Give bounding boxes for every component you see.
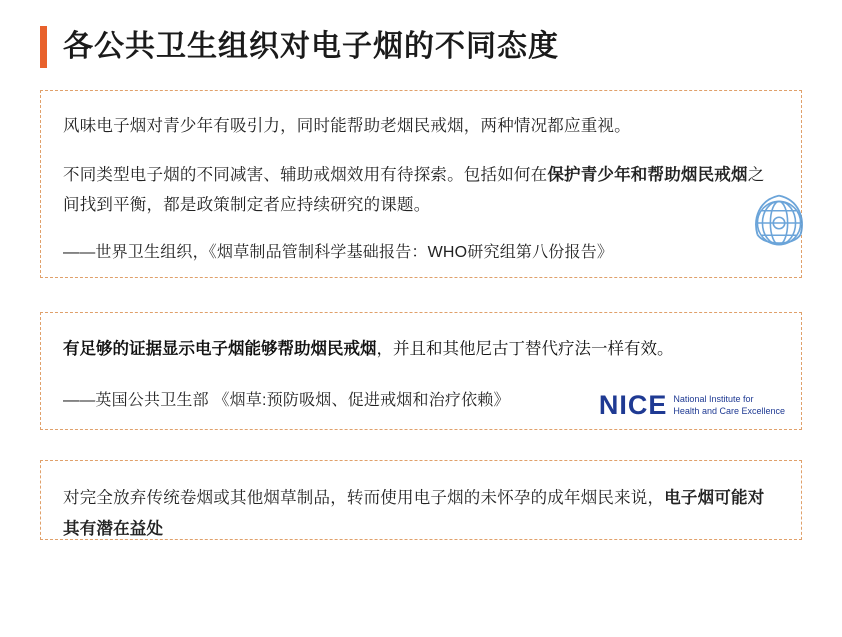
phe-source: ——英国公共卫生部 《烟草:预防吸烟、促进戒烟和治疗依赖》 — [63, 391, 510, 409]
title-accent-bar — [40, 26, 47, 68]
who-paragraph-1: 风味电子烟对青少年有吸引力，同时能帮助老烟民戒烟，两种情况都应重视。 — [63, 117, 631, 135]
un-emblem-logo — [743, 187, 815, 259]
page-title-row — [40, 26, 814, 68]
quote-card-phe — [40, 312, 802, 430]
nice-subtitle — [673, 394, 785, 417]
nice-logo — [599, 390, 785, 421]
quote-card-third — [40, 460, 802, 540]
who-paragraph-2-lead: 不同类型电子烟的不同减害、辅助戒烟效用有待探索。包括如何在 — [63, 165, 548, 184]
phe-paragraph-bold: 有足够的证据显示电子烟能够帮助烟民戒烟 — [63, 340, 377, 358]
who-paragraph-2-bold: 保护青少年和帮助烟民戒烟 — [547, 165, 748, 184]
nice-subtitle-line2: Health and Care Excellence — [673, 405, 785, 416]
quote-card-who — [40, 90, 802, 278]
page-title: 各公共卫生组织对电子烟的不同态度 — [63, 30, 559, 63]
who-source: ——世界卫生组织，《烟草制品管制科学基础报告：WHO研究组第八份报告》 — [63, 243, 614, 261]
phe-paragraph-tail: ，并且和其他尼古丁替代疗法一样有效。 — [376, 340, 674, 358]
phe-paragraph — [63, 335, 779, 365]
third-paragraph — [63, 483, 779, 544]
third-paragraph-bold: 电子烟可能对其有潜在益处 — [63, 489, 765, 538]
third-paragraph-lead: 对完全放弃传统卷烟或其他烟草制品，转而使用电子烟的未怀孕的成年烟民来说， — [63, 489, 665, 507]
nice-wordmark: NICE — [598, 390, 668, 420]
document-page — [0, 26, 842, 637]
who-paragraph-2-tail: 之间找到平衡，都是政策制定者应持续研究的课题。 — [63, 165, 765, 215]
who-paragraph-2 — [63, 160, 779, 221]
nice-subtitle-line1: National Institute for — [673, 394, 754, 405]
